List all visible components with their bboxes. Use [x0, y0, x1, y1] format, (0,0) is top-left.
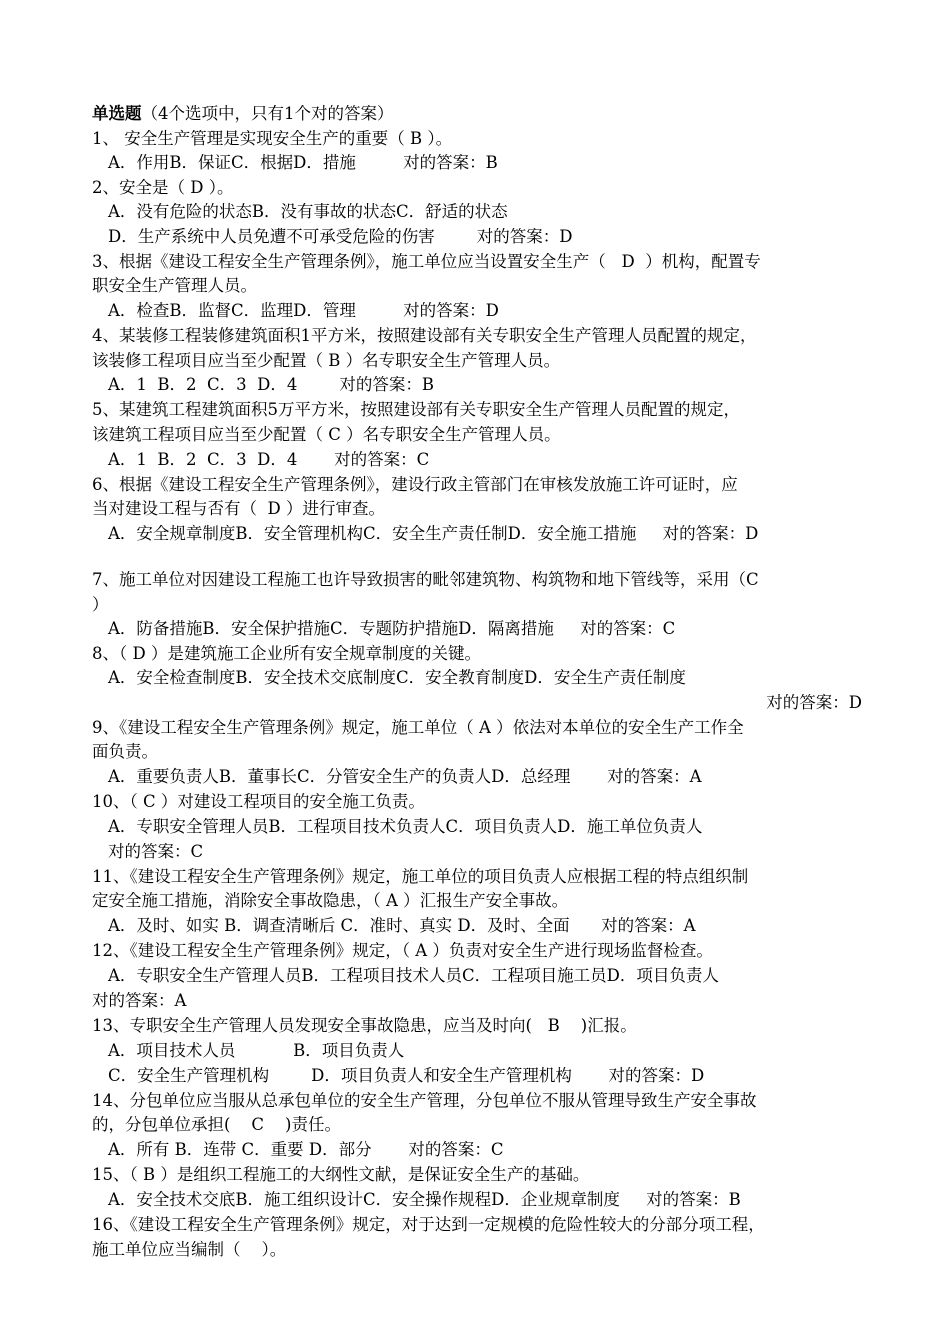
- question-2-stem: 2、安全是（ D ）。: [92, 178, 234, 197]
- question-14-stem-cont: 的，分包单位承担( C )责任。: [92, 1115, 341, 1134]
- question-10-answer: 对的答案：C: [108, 842, 204, 861]
- question-11-stem: 11、《建设工程安全生产管理条例》规定，施工单位的项目负责人应根据工程的特点组织制: [92, 867, 749, 886]
- question-1-stem: 1、 安全生产管理是实现安全生产的重要（ B ）。: [92, 129, 453, 148]
- question-3-stem: 3、根据《建设工程安全生产管理条例》，施工单位应当设置安全生产（ D ）机构，配置专: [92, 252, 761, 271]
- question-14-options-answer: A．所有 B．连带 C．重要 D．部分 对的答案：C: [108, 1140, 504, 1159]
- question-6-stem-cont: 当对建设工程与否有（ D ）进行审查。: [92, 499, 385, 518]
- question-10-stem: 10、（ C ）对建设工程项目的安全施工负责。: [92, 792, 425, 811]
- question-2-options: A．没有危险的状态B．没有事故的状态C．舒适的状态: [108, 202, 508, 221]
- question-6-options-answer: A．安全规章制度B．安全管理机构C．安全生产责任制D．安全施工措施 对的答案：D: [108, 524, 759, 543]
- section-title: 单选题: [92, 104, 142, 123]
- question-11-stem-cont: 定安全施工措施，消除安全事故隐患，（ A ）汇报生产安全事故。: [92, 891, 569, 910]
- question-12-options: A．专职安全生产管理人员B．工程项目技术人员C．工程项目施工员D．项目负责人: [108, 966, 719, 985]
- question-15-stem: 15、（ B ）是组织工程施工的大纲性文献，是保证安全生产的基础。: [92, 1165, 590, 1184]
- question-8-answer: 对的答案：D: [766, 693, 862, 712]
- question-5-options-answer: A．1 B．2 C．3 D．4 对的答案：C: [108, 450, 430, 469]
- question-8-stem: 8、（ D ）是建筑施工企业所有安全规章制度的关键。: [92, 644, 481, 663]
- question-13-stem: 13、专职安全生产管理人员发现安全事故隐患，应当及时向( B )汇报。: [92, 1016, 637, 1035]
- question-4-stem-cont: 该装修工程项目应当至少配置（ B ）名专职安全生产管理人员。: [92, 351, 561, 370]
- question-4-options-answer: A．1 B．2 C．3 D．4 对的答案：B: [108, 375, 434, 394]
- question-11-options-answer: A．及时、如实 B．调查清晰后 C．准时、真实 D．及时、全面 对的答案：A: [108, 916, 696, 935]
- question-3-stem-cont: 职安全生产管理人员。: [92, 276, 257, 295]
- question-13-options-ab: A．项目技术人员 B．项目负责人: [108, 1041, 405, 1060]
- question-10-options: A．专职安全管理人员B．工程项目技术负责人C．项目负责人D．施工单位负责人: [108, 817, 703, 836]
- question-16-stem: 16、《建设工程安全生产管理条例》规定，对于达到一定规模的危险性较大的分部分项工程，: [92, 1215, 765, 1234]
- section-heading: [92, 103, 394, 127]
- question-7-stem-cont: ）: [92, 595, 109, 614]
- question-14-stem: 14、分包单位应当服从总承包单位的安全生产管理，分包单位不服从管理导致生产安全事故: [92, 1091, 757, 1110]
- question-1-options-answer: A．作用B．保证C．根据D．措施 对的答案：B: [108, 153, 498, 172]
- question-7-options-answer: A．防备措施B．安全保护措施C．专题防护措施D．隔离措施 对的答案：C: [108, 619, 676, 638]
- question-5-stem-cont: 该建筑工程项目应当至少配置（ C ）名专职安全生产管理人员。: [92, 425, 561, 444]
- question-9-stem-cont: 面负责。: [92, 742, 158, 761]
- question-5-stem: 5、某建筑工程建筑面积5万平方米，按照建设部有关专职安全生产管理人员配置的规定，: [92, 400, 740, 419]
- question-12-stem: 12、《建设工程安全生产管理条例》规定，（ A ）负责对安全生产进行现场监督检查。: [92, 941, 713, 960]
- question-16-stem-cont: 施工单位应当编制（ ）。: [92, 1240, 287, 1259]
- question-12-answer: 对的答案：A: [92, 991, 187, 1010]
- question-7-stem: 7、施工单位对因建设工程施工也许导致损害的毗邻建筑物、构筑物和地下管线等，采用（C: [92, 570, 759, 589]
- question-2-options-answer: D．生产系统中人员免遭不可承受危险的伤害 对的答案：D: [108, 227, 573, 246]
- question-9-options-answer: A．重要负责人B．董事长C．分管安全生产的负责人D．总经理 对的答案：A: [108, 767, 702, 786]
- question-3-options-answer: A．检查B．监督C．监理D．管理 对的答案：D: [108, 301, 499, 320]
- question-13-options-cd-answer: C．安全生产管理机构 D．项目负责人和安全生产管理机构 对的答案：D: [108, 1066, 705, 1085]
- question-6-stem: 6、根据《建设工程安全生产管理条例》，建设行政主管部门在审核发放施工许可证时，应: [92, 475, 738, 494]
- question-4-stem: 4、某装修工程装修建筑面积1平方米，按照建设部有关专职安全生产管理人员配置的规定，: [92, 326, 757, 345]
- question-15-options-answer: A．安全技术交底B．施工组织设计C．安全操作规程D．企业规章制度 对的答案：B: [108, 1190, 741, 1209]
- section-note: （4个选项中，只有1个对的答案）: [141, 104, 394, 123]
- question-8-options: A．安全检查制度B．安全技术交底制度C．安全教育制度D．安全生产责任制度: [108, 668, 686, 687]
- question-9-stem: 9、《建设工程安全生产管理条例》规定，施工单位（ A ）依法对本单位的安全生产工作全: [92, 718, 744, 737]
